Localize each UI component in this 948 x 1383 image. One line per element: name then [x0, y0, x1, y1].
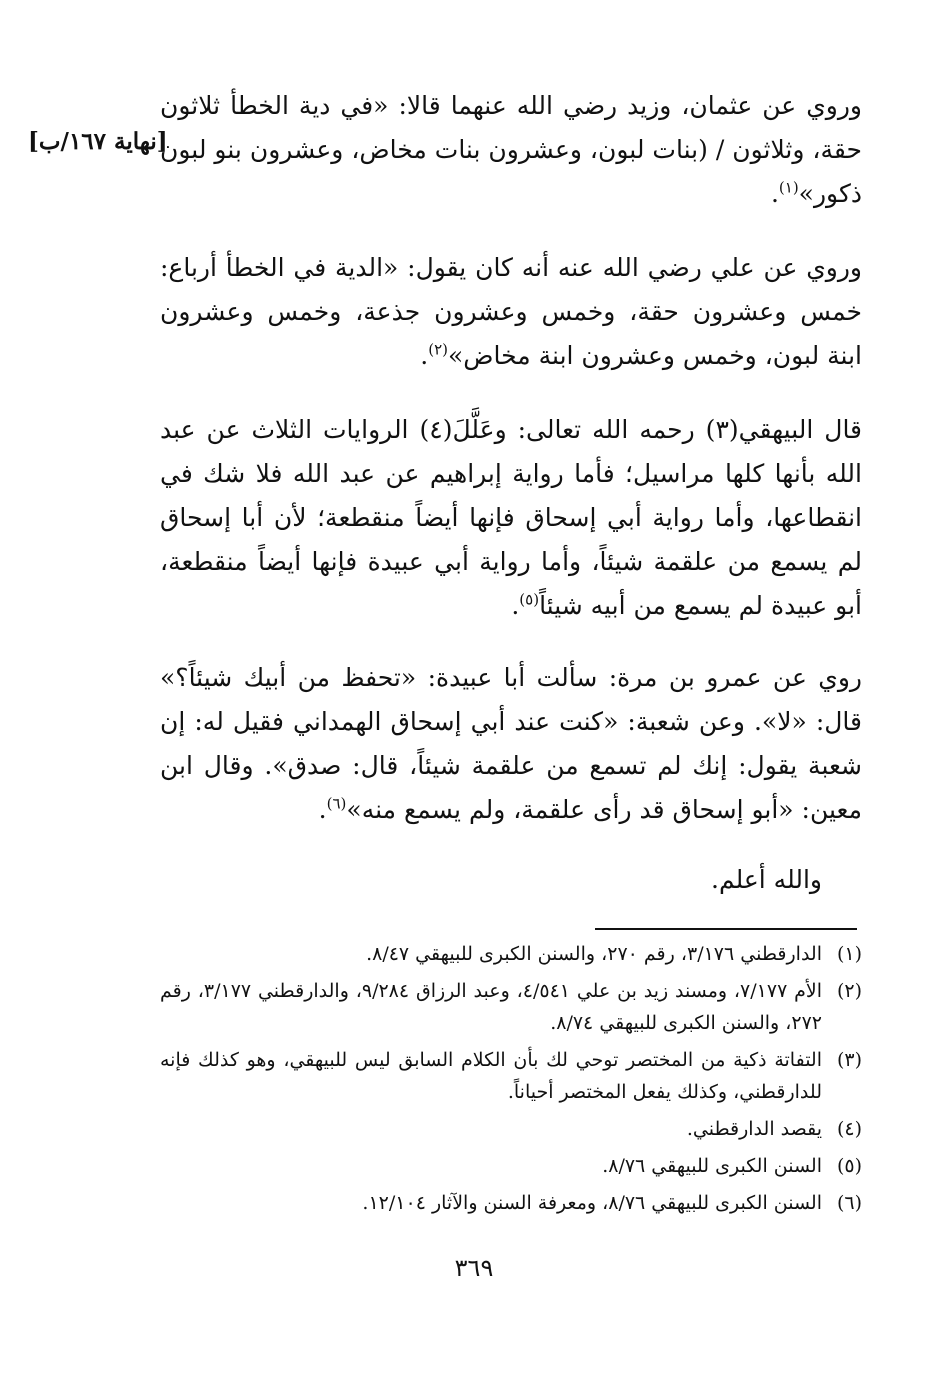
footnote-text: التفاتة ذكية من المختصر توحي لك بأن الكلام السابق ليس للبيهقي، وهو كذلك فإنه للدارقطني، وكذلك يفعل المختصر أحياناً. — [160, 1049, 822, 1103]
paragraph-text: وروي عن علي رضي الله عنه أنه كان يقول: «الدية في الخطأ أرباع: خمس وعشرون حقة، وخمس وعشرون جذعة، وخمس وعشرون ابنة لبون، وخمس وعشرون ابنة مخاض» — [160, 253, 862, 370]
paragraph-tail: . — [420, 341, 429, 370]
closing-line — [160, 858, 862, 902]
footnote-ref[interactable]: (٢) — [428, 340, 449, 359]
paragraph-3 — [160, 408, 862, 628]
footnote-ref[interactable]: (٥) — [519, 590, 540, 609]
paragraph-tail: . — [511, 591, 520, 620]
paragraph-text: روي عن عمرو بن مرة: سألت أبا عبيدة: «تحفظ من أبيك شيئاً؟» قال: «لا». وعن شعبة: «كنت عند أبي إسحاق الهمداني فقيل له: إن شعبة يقول: إنك لم تسمع من علقمة شيئاً، قال: صدق». وقال ابن معين: «أبو إسحاق قد رأى علقمة، ولم يسمع منه» — [160, 663, 862, 824]
footnote-number: (٦) — [836, 1192, 862, 1214]
paragraph-4 — [160, 656, 862, 832]
footnote-item — [160, 1187, 862, 1219]
paragraph-1 — [160, 84, 862, 216]
footnote-ref[interactable]: (٦) — [326, 794, 347, 813]
footnote-item — [160, 1044, 862, 1108]
paragraph-tail: . — [318, 795, 327, 824]
margin-note: [نهاية ١٦٧/ب] — [28, 128, 168, 155]
paragraph-text: وروي عن عثمان، وزيد رضي الله عنهما قالا: «في دية الخطأ ثلاثون حقة، وثلاثون / (بنات لبون، وعشرون بنات مخاض، وعشرون بنو لبون ذكور» — [160, 91, 862, 208]
closing-text: والله أعلم. — [711, 865, 822, 894]
footnote-separator — [595, 928, 857, 930]
footnote-item — [160, 938, 862, 970]
paragraph-text: قال البيهقي(٣) رحمه الله تعالى: وعَلَّلَ(٤) الروايات الثلاث عن عبد الله بأنها كلها مراسيل؛ فأما رواية إبراهيم عن عبد الله فلا شك في انقطاعها، وأما رواية أبي إسحاق فإنها أيضاً منقطعة؛ لأن أبا إسحاق لم يسمع من علقمة شيئاً، وأما رواية أبي عبيدة فإنها أيضاً منقطعة، أبو عبيدة لم يسمع من أبيه شيئاً — [160, 415, 863, 620]
footnote-text: الأم ٧/١٧٧، ومسند زيد بن علي ٤/٥٤١، وعبد الرزاق ٩/٢٨٤، والدارقطني ٣/١٧٧، رقم ٢٧٢، والسنن الكبرى للبيهقي ٨/٧٤. — [160, 980, 823, 1034]
footnote-number: (٢) — [836, 980, 862, 1002]
footnote-number: (٥) — [836, 1155, 862, 1177]
footnote-number: (١) — [836, 943, 862, 965]
footnote-text: يقصد الدارقطني. — [686, 1118, 822, 1140]
footnote-item — [160, 975, 862, 1039]
page-number: ٣٦٩ — [454, 1254, 494, 1282]
footnote-item — [160, 1113, 862, 1145]
footnote-item — [160, 1150, 862, 1182]
footnote-number: (٣) — [836, 1049, 862, 1071]
paragraph-tail: . — [770, 179, 779, 208]
footnote-text: السنن الكبرى للبيهقي ٨/٧٦، ومعرفة السنن والآثار ١٢/١٠٤. — [362, 1192, 822, 1214]
footnotes — [160, 938, 862, 1224]
footnote-ref[interactable]: (١) — [778, 178, 799, 197]
footnote-text: السنن الكبرى للبيهقي ٨/٧٦. — [602, 1155, 822, 1177]
footnote-text: الدارقطني ٣/١٧٦، رقم ٢٧٠، والسنن الكبرى للبيهقي ٨/٤٧. — [366, 943, 822, 965]
footnote-number: (٤) — [836, 1118, 862, 1140]
paragraph-2 — [160, 246, 862, 378]
